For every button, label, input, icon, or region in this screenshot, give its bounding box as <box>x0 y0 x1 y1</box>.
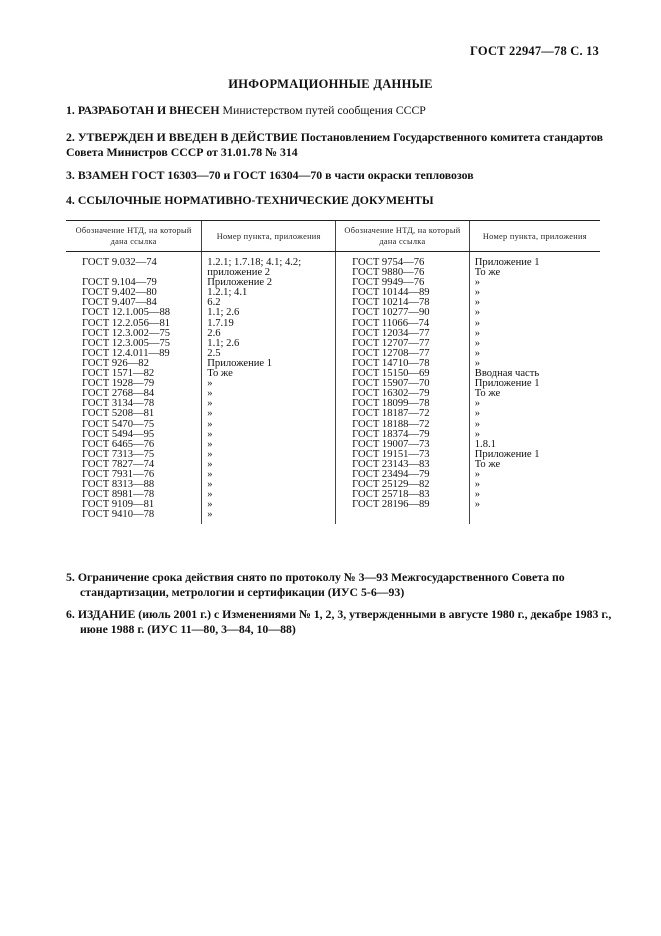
table-header-row <box>66 221 600 252</box>
cell-clause: Вводная часть <box>469 369 600 379</box>
cell-designation: ГОСТ 18374—79 <box>336 430 470 440</box>
cell-clause: Приложение 1 <box>202 359 336 369</box>
cell-clause: 1.2.1; 4.1 <box>202 288 336 298</box>
cell-clause: » <box>469 339 600 349</box>
item-2 <box>66 130 611 160</box>
cell-clause: » <box>202 409 336 419</box>
cell-clause: » <box>469 470 600 480</box>
cell-designation: ГОСТ 9109—81 <box>82 499 155 511</box>
cell-clause: То же <box>469 268 600 278</box>
cell-designation: ГОСТ 18188—72 <box>336 420 470 430</box>
cell-designation: ГОСТ 18099—78 <box>336 399 470 409</box>
item-text: Ограничение срока действия снято по протоколу № 3—93 Межгосударственного Совета по стандартизации, метрологии и сертификации (ИУС 5-6—93) <box>77 570 565 599</box>
section-title: ИНФОРМАЦИОННЫЕ ДАННЫЕ <box>228 77 433 91</box>
cell-designation: ГОСТ 5470—75 <box>82 418 155 430</box>
cell-designation: ГОСТ 19151—73 <box>336 450 470 460</box>
item-bold-text: ВЗАМЕН ГОСТ 16303—70 и ГОСТ 16304—70 <box>77 168 323 182</box>
cell-designation: ГОСТ 7313—75 <box>82 448 155 460</box>
cell-clause: » <box>202 470 336 480</box>
cell-clause: 1.1; 2.6 <box>202 308 336 318</box>
cell-designation: ГОСТ 8313—88 <box>82 479 155 491</box>
cell-designation: ГОСТ 12.1.005—88 <box>82 307 171 319</box>
cell-designation: ГОСТ 12.3.002—75 <box>82 327 171 339</box>
cell-clause: Приложение 1 <box>469 450 600 460</box>
cell-clause: » <box>202 420 336 430</box>
cell-designation: ГОСТ 25718—83 <box>336 490 470 500</box>
cell-designation: ГОСТ 3134—78 <box>82 398 155 410</box>
cell-designation: ГОСТ 8981—78 <box>82 489 155 501</box>
cell-designation: ГОСТ 16302—79 <box>336 389 470 399</box>
cell-designation: ГОСТ 10214—78 <box>336 298 470 308</box>
cell-clause: » <box>469 278 600 288</box>
cell-designation: ГОСТ 12.3.005—75 <box>82 337 171 349</box>
cell-designation: ГОСТ 9949—76 <box>336 278 470 288</box>
col-header-clause: Номер пункта, приложения <box>202 221 336 252</box>
cell-clause: 1.7.19 <box>202 319 336 329</box>
cell-designation: ГОСТ 9880—76 <box>336 268 470 278</box>
cell-clause: » <box>202 510 336 524</box>
cell-clause: То же <box>469 389 600 399</box>
cell-clause: приложение 2 <box>202 268 336 278</box>
table-row <box>66 409 600 419</box>
cell-clause <box>469 510 600 524</box>
cell-designation: ГОСТ 9.032—74 <box>82 257 157 268</box>
cell-clause: » <box>202 450 336 460</box>
cell-designation: ГОСТ 12034—77 <box>336 329 470 339</box>
cell-designation: ГОСТ 9.407—84 <box>82 297 157 309</box>
cell-clause: » <box>469 409 600 419</box>
cell-clause: Приложение 1 <box>469 252 600 269</box>
item-bold-text: УТВЕРЖДЕН И ВВЕДЕН В ДЕЙСТВИЕ <box>77 130 298 144</box>
cell-clause: » <box>469 308 600 318</box>
cell-clause: » <box>202 399 336 409</box>
item-number: 4. <box>66 193 75 207</box>
item-text: в части окраски тепловозов <box>322 168 474 182</box>
cell-clause: » <box>469 329 600 339</box>
cell-designation: ГОСТ 15907—70 <box>336 379 470 389</box>
cell-clause: 2.6 <box>202 329 336 339</box>
cell-clause: То же <box>469 460 600 470</box>
item-number: 1. <box>66 103 75 117</box>
cell-clause: » <box>202 440 336 450</box>
item-text: (июль 2001 г.) с Изменениями № 1, 2, 3, утвержденными в августе 1980 г., декабре 1983 г., июне 1988 г. (ИУС 11—80, 3—84, 10—88) <box>80 607 612 636</box>
item-number: 3. <box>66 168 75 182</box>
cell-clause: » <box>469 349 600 359</box>
cell-clause: » <box>202 480 336 490</box>
item-number: 5. <box>66 570 75 584</box>
cell-designation: ГОСТ 7827—74 <box>82 458 155 470</box>
cell-designation: ГОСТ 14710—78 <box>336 359 470 369</box>
cell-clause: » <box>202 430 336 440</box>
cell-clause: » <box>202 490 336 500</box>
item-bold-text: РАЗРАБОТАН И ВНЕСЕН <box>77 103 220 117</box>
cell-clause: 1.8.1 <box>469 440 600 450</box>
cell-designation: ГОСТ 9754—76 <box>336 252 470 269</box>
cell-clause: » <box>469 480 600 490</box>
cell-designation: ГОСТ 12708—77 <box>336 349 470 359</box>
cell-clause: » <box>469 430 600 440</box>
cell-designation: ГОСТ 5208—81 <box>82 408 155 420</box>
item-number: 6. <box>66 607 75 621</box>
cell-clause: » <box>469 399 600 409</box>
cell-designation: ГОСТ 6465—76 <box>82 438 155 450</box>
cell-designation: ГОСТ 15150—69 <box>336 369 470 379</box>
item-3 <box>66 168 611 183</box>
cell-clause: » <box>469 298 600 308</box>
cell-clause: 2.5 <box>202 349 336 359</box>
cell-designation: ГОСТ 23494—79 <box>336 470 470 480</box>
cell-clause: Приложение 2 <box>202 278 336 288</box>
cell-clause: » <box>469 500 600 510</box>
item-5 <box>66 570 625 600</box>
cell-clause: Приложение 1 <box>469 379 600 389</box>
cell-clause: » <box>469 288 600 298</box>
cell-designation: ГОСТ 1928—79 <box>82 378 155 390</box>
cell-designation: ГОСТ 12707—77 <box>336 339 470 349</box>
cell-designation: ГОСТ 12.4.011—89 <box>82 347 170 359</box>
item-bold-text: ИЗДАНИЕ <box>77 607 136 621</box>
cell-designation: ГОСТ 2768—84 <box>82 388 155 400</box>
cell-clause: 6.2 <box>202 298 336 308</box>
item-6 <box>66 607 625 637</box>
cell-designation: ГОСТ 12.2.056—81 <box>82 317 171 329</box>
cell-designation: ГОСТ 9410—78 <box>82 509 155 521</box>
cell-clause: » <box>202 389 336 399</box>
cell-designation: ГОСТ 10144—89 <box>336 288 470 298</box>
cell-clause: » <box>202 460 336 470</box>
references-table <box>66 220 600 524</box>
cell-designation: ГОСТ 926—82 <box>82 357 149 369</box>
cell-clause: » <box>202 500 336 510</box>
item-1 <box>66 103 611 118</box>
item-number: 2. <box>66 130 75 144</box>
cell-designation: ГОСТ 28196—89 <box>336 500 470 510</box>
item-bold-text: ССЫЛОЧНЫЕ НОРМАТИВНО-ТЕХНИЧЕСКИЕ ДОКУМЕНТЫ <box>77 193 434 207</box>
cell-clause: То же <box>202 369 336 379</box>
cell-clause: 1.1; 2.6 <box>202 339 336 349</box>
table-row <box>66 252 600 269</box>
table-row <box>66 510 600 524</box>
cell-designation: ГОСТ 10277—90 <box>336 308 470 318</box>
cell-designation <box>336 510 470 524</box>
cell-designation: ГОСТ 25129—82 <box>336 480 470 490</box>
cell-clause: 1.2.1; 1.7.18; 4.1; 4.2; <box>202 252 336 269</box>
cell-designation: ГОСТ 19007—73 <box>336 440 470 450</box>
cell-designation: ГОСТ 1571—82 <box>82 368 155 380</box>
cell-designation: ГОСТ 9.402—80 <box>82 287 157 299</box>
col-header-clause: Номер пункта, приложения <box>469 221 600 252</box>
cell-clause: » <box>469 420 600 430</box>
item-text: Министерством путей сообщения СССР <box>219 103 426 117</box>
cell-clause: » <box>202 379 336 389</box>
cell-designation: ГОСТ 23143—83 <box>336 460 470 470</box>
col-header-designation: Обозначение НТД, на который дана ссылка <box>336 221 470 252</box>
col-header-designation: Обозначение НТД, на который дана ссылка <box>66 221 202 252</box>
cell-clause: » <box>469 319 600 329</box>
cell-designation: ГОСТ 5494—95 <box>82 428 155 440</box>
item-text: Постановлением Государственного комитета стандартов Совета Министров СССР от 31.01.78 № 314 <box>66 130 603 159</box>
cell-clause: » <box>469 359 600 369</box>
item-4 <box>66 193 611 208</box>
cell-designation: ГОСТ 18187—72 <box>336 409 470 419</box>
cell-clause: » <box>469 490 600 500</box>
page-header: ГОСТ 22947—78 С. 13 <box>470 44 599 58</box>
cell-designation: ГОСТ 7931—76 <box>82 468 155 480</box>
cell-designation: ГОСТ 9.104—79 <box>82 277 157 289</box>
cell-designation: ГОСТ 11066—74 <box>336 319 470 329</box>
